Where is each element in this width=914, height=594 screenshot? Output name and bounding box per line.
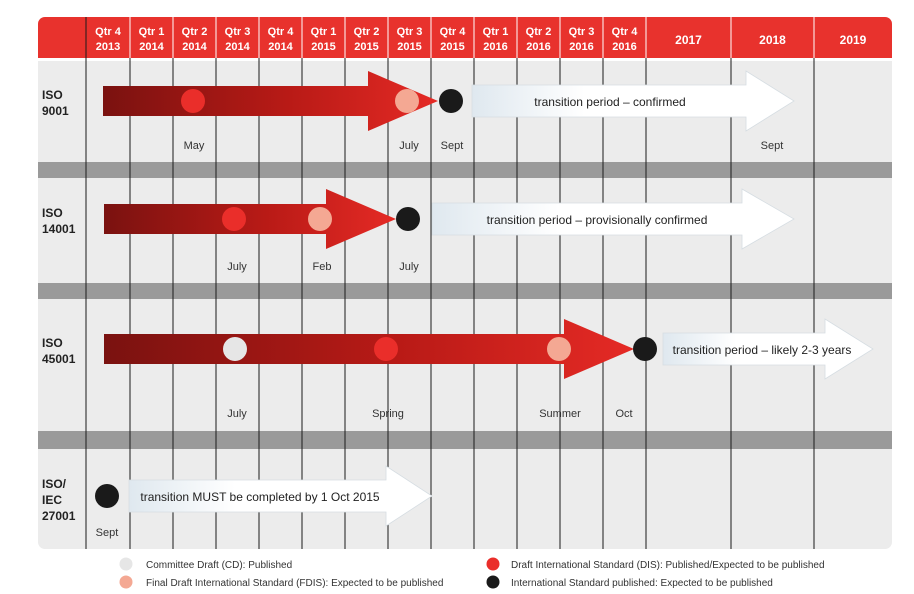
- header-year-label: 2013: [95, 41, 121, 53]
- milestone-date-label: Oct: [615, 408, 633, 420]
- header-year-label: 2014: [139, 41, 164, 53]
- milestone-date-label: Sept: [440, 140, 464, 152]
- header-year-label: 2019: [839, 33, 867, 47]
- header-quarter-label: Qtr 2: [525, 26, 552, 38]
- milestone-date-label: July: [399, 140, 419, 152]
- fdis-marker: [547, 337, 571, 361]
- header-quarter-label: Qtr 1: [138, 26, 165, 38]
- legend-entry-label: Committee Draft (CD): Published: [146, 560, 293, 571]
- legend-entry-label: International Standard published: Expected to be published: [511, 578, 773, 589]
- milestone-date-label: Feb: [312, 261, 332, 273]
- legend-dis-swatch: [487, 558, 500, 571]
- row-separator: [38, 431, 892, 449]
- header-year-label: 2015: [311, 41, 336, 53]
- header-quarter-label: Qtr 3: [396, 26, 423, 38]
- row-standard-label: IEC: [42, 493, 63, 507]
- header-underline: [38, 58, 892, 61]
- milestone-date-label: Summer: [539, 408, 581, 420]
- legend-is-swatch: [487, 576, 500, 589]
- header-quarter-label: Qtr 1: [482, 26, 509, 38]
- header-quarter-label: Qtr 4: [611, 26, 638, 38]
- transition-period-text: transition MUST be completed by 1 Oct 2015: [140, 490, 380, 504]
- transition-end-label: Sept: [760, 140, 784, 152]
- row-separator: [38, 162, 892, 178]
- dis-marker: [222, 207, 246, 231]
- is-marker: [396, 207, 420, 231]
- row-standard-label: 14001: [42, 222, 76, 236]
- row-standard-label: ISO: [42, 336, 63, 350]
- is-marker: [95, 484, 119, 508]
- milestone-date-label: July: [227, 261, 247, 273]
- header-year-label: 2016: [612, 41, 637, 53]
- legend-cd-swatch: [120, 558, 133, 571]
- header-year-label: 2015: [440, 41, 465, 53]
- header-quarter-label: Qtr 2: [181, 26, 208, 38]
- legend: [120, 558, 825, 590]
- header-year-label: 2014: [182, 41, 207, 53]
- header-year-label: 2017: [675, 33, 702, 47]
- milestone-date-label: Sept: [95, 527, 119, 539]
- row-standard-label: ISO: [42, 88, 63, 102]
- transition-period-text: transition period – likely 2-3 years: [672, 343, 852, 357]
- is-marker: [633, 337, 657, 361]
- dis-marker: [181, 89, 205, 113]
- legend-entry-label: Final Draft International Standard (FDIS): Expected to be published: [146, 578, 444, 589]
- header-quarter-label: Qtr 4: [439, 26, 466, 38]
- header-quarter-label: Qtr 4: [95, 26, 121, 38]
- is-marker: [439, 89, 463, 113]
- row-separator: [38, 283, 892, 299]
- row-standard-label: 9001: [42, 104, 69, 118]
- row-standard-label: ISO: [42, 206, 63, 220]
- header-year-label: 2016: [569, 41, 594, 53]
- header-year-label: 2014: [268, 41, 293, 53]
- header-quarter-label: Qtr 2: [353, 26, 380, 38]
- header-year-label: 2015: [397, 41, 422, 53]
- milestone-date-label: July: [399, 261, 419, 273]
- header-year-label: 2018: [759, 33, 786, 47]
- header-quarter-label: Qtr 3: [224, 26, 251, 38]
- milestone-date-label: Spring: [372, 408, 404, 420]
- milestone-date-label: May: [183, 140, 205, 152]
- cd-marker: [223, 337, 247, 361]
- fdis-marker: [308, 207, 332, 231]
- transition-period-text: transition period – provisionally confirmed: [486, 213, 708, 227]
- header-quarter-label: Qtr 1: [310, 26, 337, 38]
- header-quarter-label: Qtr 4: [267, 26, 294, 38]
- header-year-label: 2015: [354, 41, 379, 53]
- milestone-date-label: July: [227, 408, 247, 420]
- legend-entry-label: Draft International Standard (DIS): Published/Expected to be published: [511, 560, 825, 571]
- header-year-label: 2014: [225, 41, 250, 53]
- header-year-label: 2016: [483, 41, 508, 53]
- row-standard-label: 27001: [42, 509, 76, 523]
- row-standard-label: ISO/: [42, 477, 67, 491]
- legend-fdis-swatch: [120, 576, 133, 589]
- header-quarter-label: Qtr 3: [568, 26, 595, 38]
- fdis-marker: [395, 89, 419, 113]
- dis-marker: [374, 337, 398, 361]
- transition-period-text: transition period – confirmed: [534, 95, 686, 109]
- row-standard-label: 45001: [42, 352, 76, 366]
- header-year-label: 2016: [526, 41, 551, 53]
